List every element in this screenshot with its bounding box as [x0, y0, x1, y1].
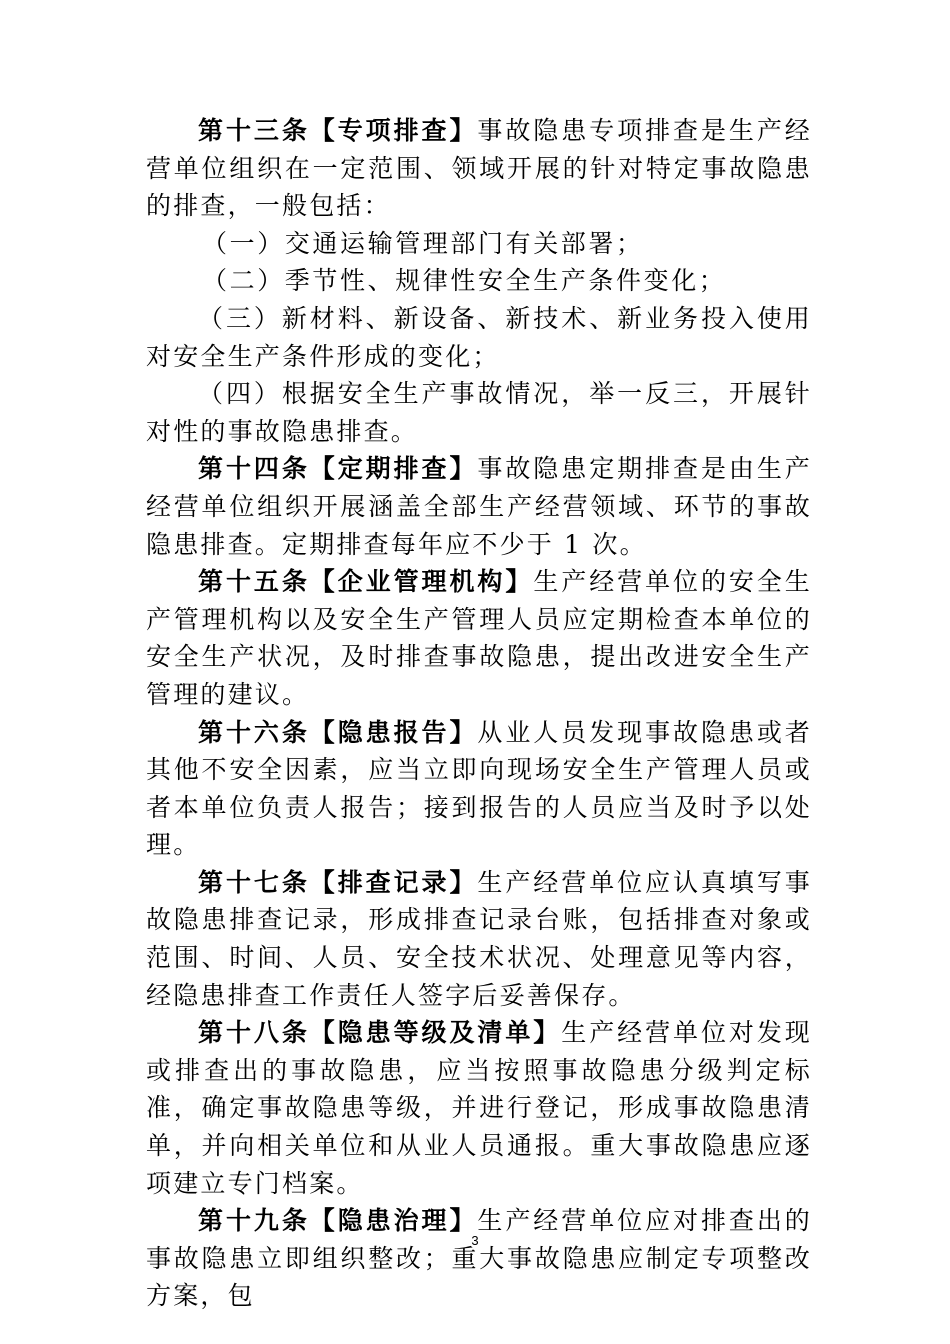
article-heading: 第十七条【排查记录】 — [198, 867, 478, 897]
article-heading: 第十三条【专项排查】 — [198, 116, 478, 145]
document-body — [146, 112, 812, 1315]
article-17 — [146, 864, 812, 1014]
article-text: 生产经营单位应对排查出的事故隐患立即组织整改；重大事故隐患应制定专项整改方案，包 — [146, 1206, 812, 1311]
list-item: （四）根据安全生产事故情况，举一反三，开展针对性的事故隐患排查。 — [146, 379, 812, 446]
article-19 — [146, 1202, 812, 1315]
list-item: （二）季节性、规律性安全生产条件变化； — [202, 266, 727, 296]
article-heading: 第十五条【企业管理机构】 — [198, 567, 534, 597]
article-text: 事故隐患专项排查是生产经营单位组织在一定范围、领域开展的针对特定事故隐患的排查，一般包括： — [146, 116, 812, 221]
article-18 — [146, 1014, 812, 1202]
article-text: 生产经营单位对发现或排查出的事故隐患，应当按照事故隐患分级判定标准，确定事故隐患等级，并进行登记，形成事故隐患清单，并向相关单位和从业人员通报。重大事故隐患应逐项建立专门档案。 — [146, 1018, 812, 1198]
article-15 — [146, 563, 812, 713]
article-heading: 第十九条【隐患治理】 — [198, 1206, 478, 1236]
article-heading: 第十六条【隐患报告】 — [198, 717, 478, 747]
article-16 — [146, 714, 812, 864]
article-text: 生产经营单位的安全生产管理机构以及安全生产管理人员应定期检查本单位的安全生产状况，及时排查事故隐患，提出改进安全生产管理的建议。 — [146, 567, 812, 709]
article-14 — [146, 450, 812, 563]
article-text: 从业人员发现事故隐患或者其他不安全因素，应当立即向现场安全生产管理人员或者本单位负责人报告；接到报告的人员应当及时予以处理。 — [146, 717, 812, 860]
list-item: （一）交通运输管理部门有关部署； — [202, 228, 644, 258]
page-number: 3 — [471, 1233, 479, 1248]
article-heading: 第十八条【隐患等级及清单】 — [198, 1018, 562, 1048]
article-heading: 第十四条【定期排查】 — [198, 454, 478, 484]
list-item: （三）新材料、新设备、新技术、新业务投入使用对安全生产条件形成的变化； — [146, 303, 812, 371]
article-13 — [146, 112, 812, 225]
article-text: 事故隐患定期排查是由生产经营单位组织开展涵盖全部生产经营领域、环节的事故隐患排查。定期排查每年应不少于 1 次。 — [146, 454, 812, 559]
article-text: 生产经营单位应认真填写事故隐患排查记录，形成排查记录台账，包括排查对象或范围、时间、人员、安全技术状况、处理意见等内容，经隐患排查工作责任人签字后妥善保存。 — [146, 867, 812, 1010]
